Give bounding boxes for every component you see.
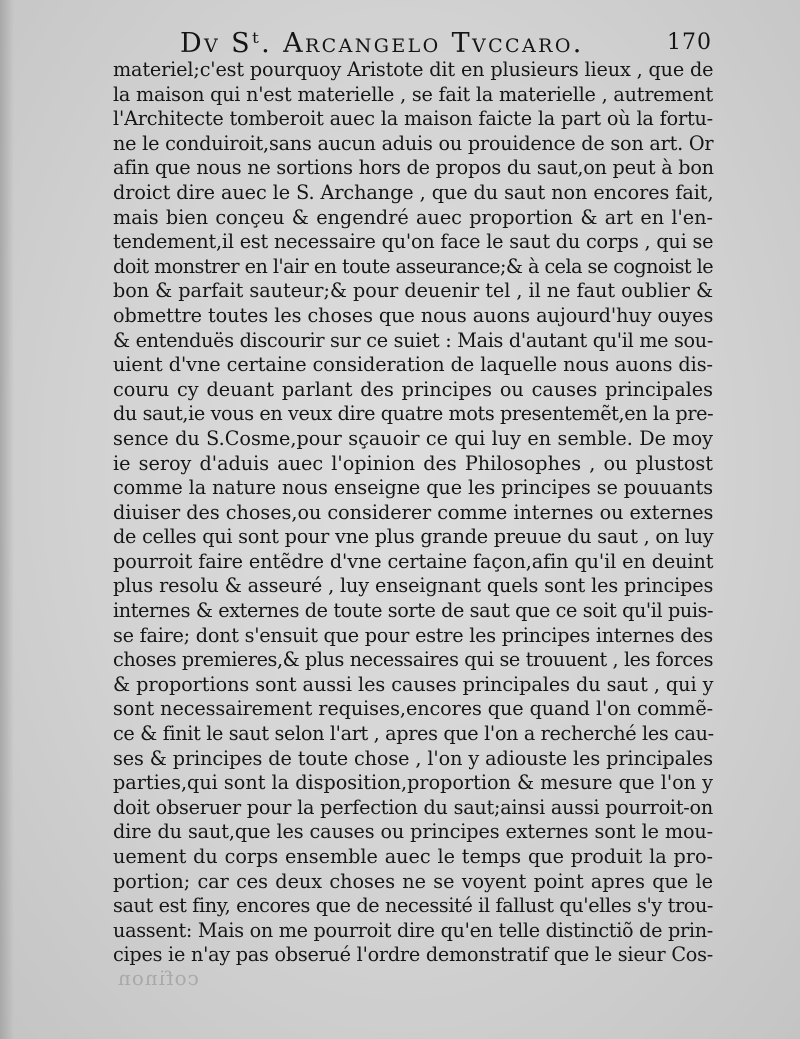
body-text: [113, 58, 713, 968]
text-line: doit monstrer en l'air en toute asseurance;& à cela se cognoist le: [113, 254, 713, 278]
text-line: ne le conduiroit,sans aucun aduis ou prouidence de son art. Or: [113, 131, 714, 155]
text-line: & proportions sont aussi les causes principales du saut , qui y: [113, 672, 714, 696]
text-line: comme la nature nous enseigne que les principes se pouuants: [113, 476, 713, 500]
text-line: mais bien conçeu & engendré auec proportion & art en l'en-: [113, 205, 713, 229]
page-number: 170: [667, 30, 712, 55]
text-line: ie seroy d'aduis auec l'opinion des Philosophes , ou plustost: [113, 451, 713, 475]
text-line: diuiser des choses,ou considerer comme internes ou externes: [113, 500, 714, 524]
text-line: doit obseruer pour la perfection du saut;ainsi aussi pourroit-on: [113, 795, 713, 819]
text-line: dire du saut,que les causes ou principes externes sont le mou-: [113, 820, 713, 844]
text-line: & entenduës discourir sur ce suiet : Mais d'autant qu'il me sou-: [113, 328, 713, 352]
text-line: de celles qui sont pour vne plus grande preuue du saut , on luy: [113, 525, 714, 549]
text-line: saut est finy, encores que de necessité il fallust qu'elles s'y trou-: [113, 894, 714, 918]
text-line: ses & principes de toute chose , l'on y adiouste les principales: [113, 746, 713, 770]
text-line: internes & externes de toute sorte de saut que ce soit qu'il puis-: [113, 599, 714, 623]
text-line: la maison qui n'est materielle , se fait la materielle , autrement: [113, 82, 713, 106]
running-title: Dv Sᵗ. Arcangelo Tvccaro.: [180, 28, 584, 59]
text-line: materiel;c'est pourquoy Aristote dit en plusieurs lieux , que de: [113, 58, 714, 81]
text-line: parties,qui sont la disposition,proportion & mesure que l'on y: [113, 771, 713, 795]
text-line: uient d'vne certaine consideration de laquelle nous auons dis-: [113, 353, 713, 377]
text-line: ce & finit le saut selon l'art , apres que l'on a recherché les cau-: [113, 722, 714, 746]
text-line: obmettre toutes les choses que nous auons aujourd'huy ouyes: [113, 303, 714, 327]
text-line: portion; car ces deux choses ne se voyent point apres que le: [113, 869, 713, 893]
binding-shadow: [0, 0, 14, 1039]
running-head: [180, 28, 740, 62]
text-line: tendement,il est necessaire qu'on face le saut du corps , qui se: [113, 230, 714, 254]
text-line: choses premieres,& plus necessaires qui se trouuent , les forces: [113, 648, 713, 672]
text-line: bon & parfait sauteur;& pour deuenir tel , il ne faut oublier &: [113, 279, 713, 303]
text-line: du saut,ie vous en veux dire quatre mots presentemẽt,en la pre-: [113, 402, 714, 426]
text-line: sont necessairement requises,encores que quand l'on commẽ-: [113, 697, 713, 721]
text-line: l'Architecte tomberoit auec la maison faicte la part où la fortu-: [113, 107, 713, 131]
text-line: uassent: Mais on me pourroit dire qu'en telle distinctiõ de prin-: [113, 918, 713, 942]
text-line: sence du S.Cosme,pour sçauoir ce qui luy en semble. De moy: [113, 426, 713, 450]
text-line: pourroit faire entẽdre d'vne certaine façon,afin qu'il en deuint: [113, 549, 714, 573]
show-through-text: cofinon: [117, 966, 199, 990]
text-line: se faire; dont s'ensuit que pour estre les principes internes des: [113, 623, 713, 647]
text-line: cipes ie n'ay pas obserué l'ordre demonstratif que le sieur Cos-: [113, 943, 713, 967]
text-line: plus resolu & asseuré , luy enseignant quels sont les principes: [113, 574, 714, 598]
text-line: droict dire auec le S. Archange , que du saut non encores fait,: [113, 180, 714, 204]
text-line: couru cy deuant parlant des principes ou causes principales: [113, 377, 713, 401]
text-line: afin que nous ne sortions hors de propos du saut,on peut à bon: [113, 156, 714, 180]
text-line: uement du corps ensemble auec le temps que produit la pro-: [113, 845, 713, 868]
